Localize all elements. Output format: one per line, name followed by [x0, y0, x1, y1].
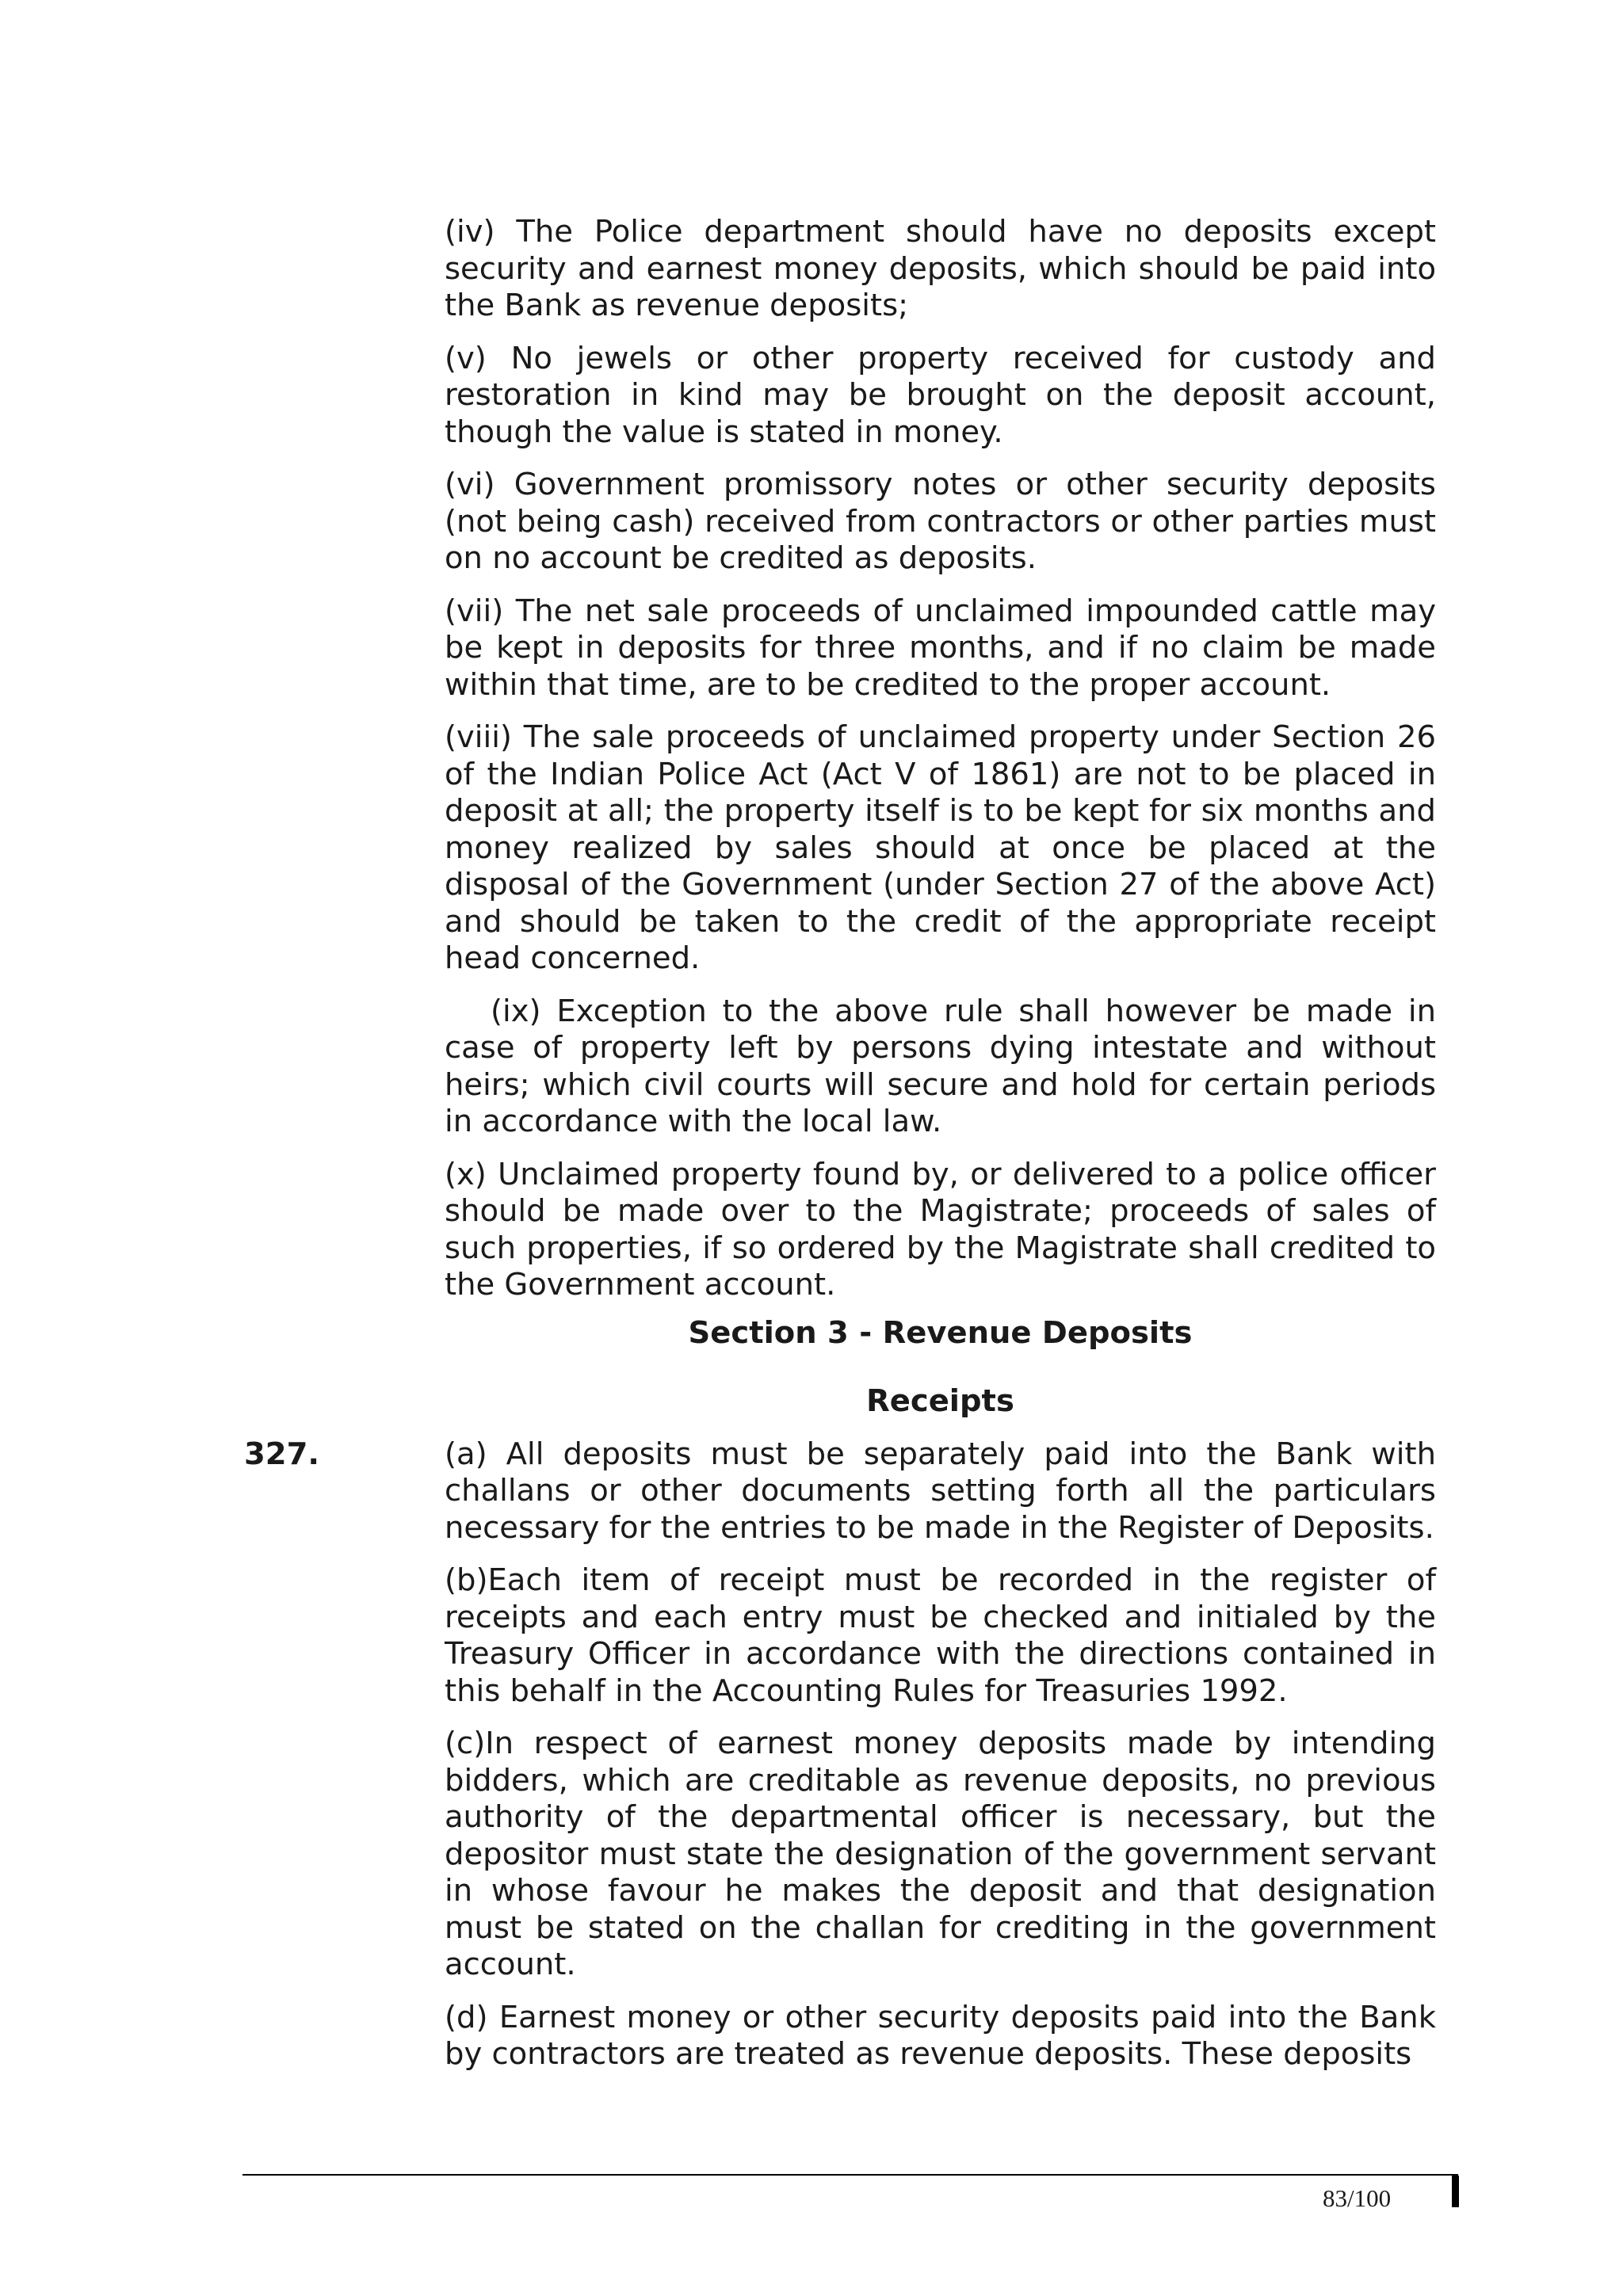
clause-vi: (vi) Government promissory notes or other security deposits (not being cash) received from contractors or other parties must on no account be credited as deposits.: [445, 467, 1436, 576]
page-number: 83/100: [1323, 2184, 1392, 2212]
section-heading: Section 3 - Revenue Deposits: [688, 1314, 1193, 1351]
rule-327-block: [244, 1436, 1436, 2073]
sub-heading: Receipts: [866, 1383, 1014, 1419]
rule-clause-d: (d) Earnest money or other security deposits paid into the Bank by contractors are treated as revenue deposits. These deposits: [445, 1999, 1436, 2072]
rule-clause-c: (c)In respect of earnest money deposits made by intending bidders, which are creditable as revenue deposits, no previous authority of the departmental officer is necessary, but the depositor must state the designation of the government servant in whose favour he makes the deposit and that designation must be stated on the challan for crediting in the government account.: [445, 1726, 1436, 1982]
document-body: [244, 214, 1436, 2089]
clause-ix: (ix) Exception to the above rule shall however be made in case of property left by persons dying intestate and without heirs; which civil courts will secure and hold for certain periods in accordance with the local law.: [445, 993, 1436, 1139]
page-edge-mark: [1452, 2176, 1459, 2207]
rule-clause-a: (a) All deposits must be separately paid into the Bank with challans or other documents setting forth all the particulars necessary for the entries to be made in the Register of Deposits.: [445, 1436, 1436, 1546]
rule-clause-b: (b)Each item of receipt must be recorded in the register of receipts and each entry must be checked and initialed by the Treasury Officer in accordance with the directions contained in this behalf in the Accounting Rules for Treasuries 1992.: [445, 1562, 1436, 1709]
clause-vii: (vii) The net sale proceeds of unclaimed impounded cattle may be kept in deposits for three months, and if no claim be made within that time, are to be credited to the proper account.: [445, 593, 1436, 703]
rule-number: 327.: [244, 1436, 319, 1472]
clause-v: (v) No jewels or other property received for custody and restoration in kind may be brought on the deposit account, though the value is stated in money.: [445, 340, 1436, 450]
clause-viii: (viii) The sale proceeds of unclaimed property under Section 26 of the Indian Police Act (Act V of 1861) are not to be placed in deposit at all; the property itself is to be kept for six months and money realized by sales should at once be placed at the disposal of the Government (under Section 27 of the above Act) and should be taken to the credit of the appropriate receipt head concerned.: [445, 719, 1436, 976]
clause-x: (x) Unclaimed property found by, or delivered to a police officer should be made over to the Magistrate; proceeds of sales of such properties, if so ordered by the Magistrate shall credited to the Government account.: [445, 1156, 1436, 1302]
clause-iv: (iv) The Police department should have no deposits except security and earnest money deposits, which should be paid into the Bank as revenue deposits;: [445, 214, 1436, 323]
footer-rule: [242, 2174, 1458, 2176]
